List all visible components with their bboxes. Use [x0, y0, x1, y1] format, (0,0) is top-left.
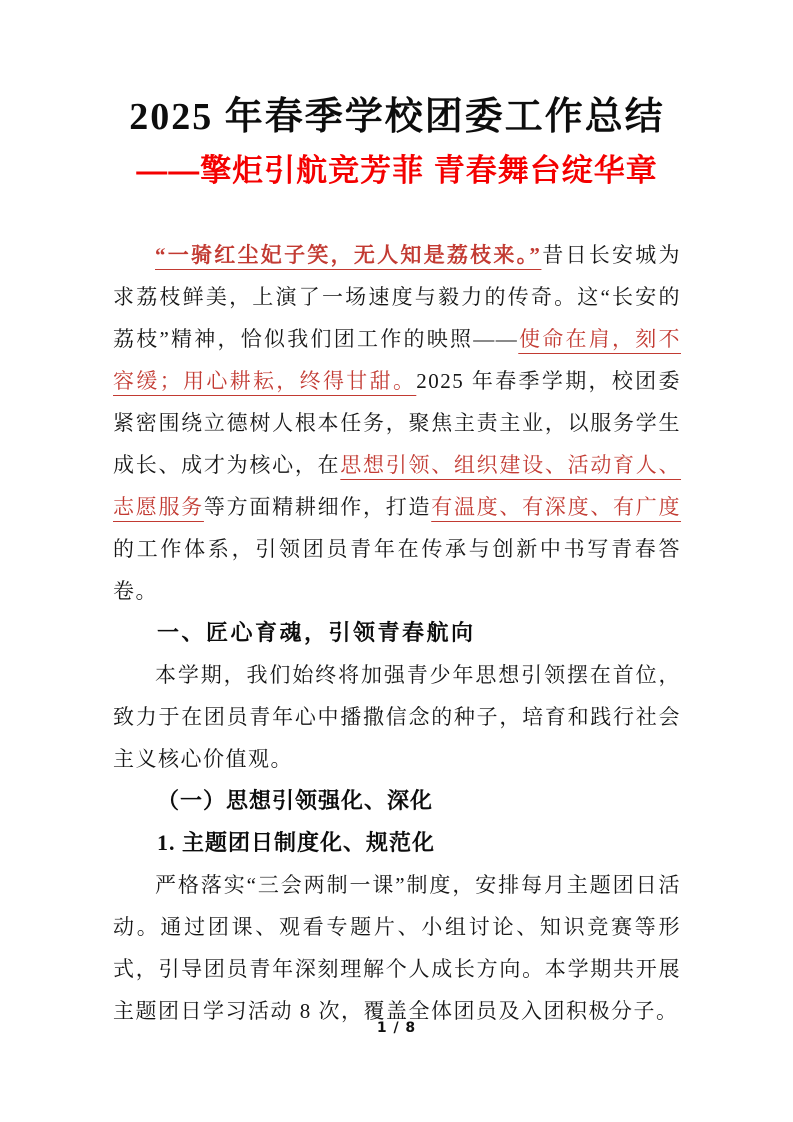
section-heading-1: 一、匠心育魂，引领青春航向	[157, 620, 476, 645]
paragraph-3: 严格落实“三会两制一课”制度，安排每月主题团日活动。通过团课、观看专题片、小组讨论、知识竞赛等形式，引导团员青年深刻理解个人成长方向。本学期共开展主题团日学习活动 8 次，覆盖全体团员及入团积极分子。	[113, 873, 681, 1023]
document-content	[113, 88, 681, 1032]
document-subtitle: ——擎炬引航竞芳菲 青春舞台绽华章	[136, 153, 658, 188]
paragraph-2: 本学期，我们始终将加强青少年思想引领摆在首位，致力于在团员青年心中播撒信念的种子，培育和践行社会主义核心价值观。	[113, 663, 681, 771]
document-title: 2025 年春季学校团委工作总结	[129, 96, 665, 138]
page-number: 1 / 8	[376, 1020, 417, 1036]
intro-text-segment-1: 昔日长安城为求荔枝鲜美，上演了一场速度与毅力的传奇。这“长安的荔枝”精神，恰似我们团工作的映照——	[113, 243, 682, 351]
intro-text-segment-2: 2025 年春季学期，校团委紧密围绕立德树人根本任务，聚焦主责主业，以服务学生成长、成才为核心，在	[113, 369, 682, 477]
inline-red-phrase-1: 使命在肩，刻不容缓；用心耕耘，终得甘甜。	[113, 327, 681, 393]
inline-red-phrase-3: 有温度、有深度、有广度	[431, 495, 682, 519]
inline-red-phrase-2: 思想引领、组织建设、活动育人、志愿服务	[113, 453, 682, 519]
intro-text-segment-3: 等方面精耕细作，打造	[203, 495, 432, 519]
paragraph-intro	[113, 234, 681, 612]
subsection-heading-2: 1. 主题团日制度化、规范化	[157, 830, 436, 855]
subsection-heading-1: （一）思想引领强化、深化	[157, 788, 434, 813]
inline-red-quote: “一骑红尘妃子笑，无人知是荔枝来。”	[155, 243, 542, 267]
intro-text-segment-4: 的工作体系，引领团员青年在传承与创新中书写青春答卷。	[113, 537, 681, 603]
